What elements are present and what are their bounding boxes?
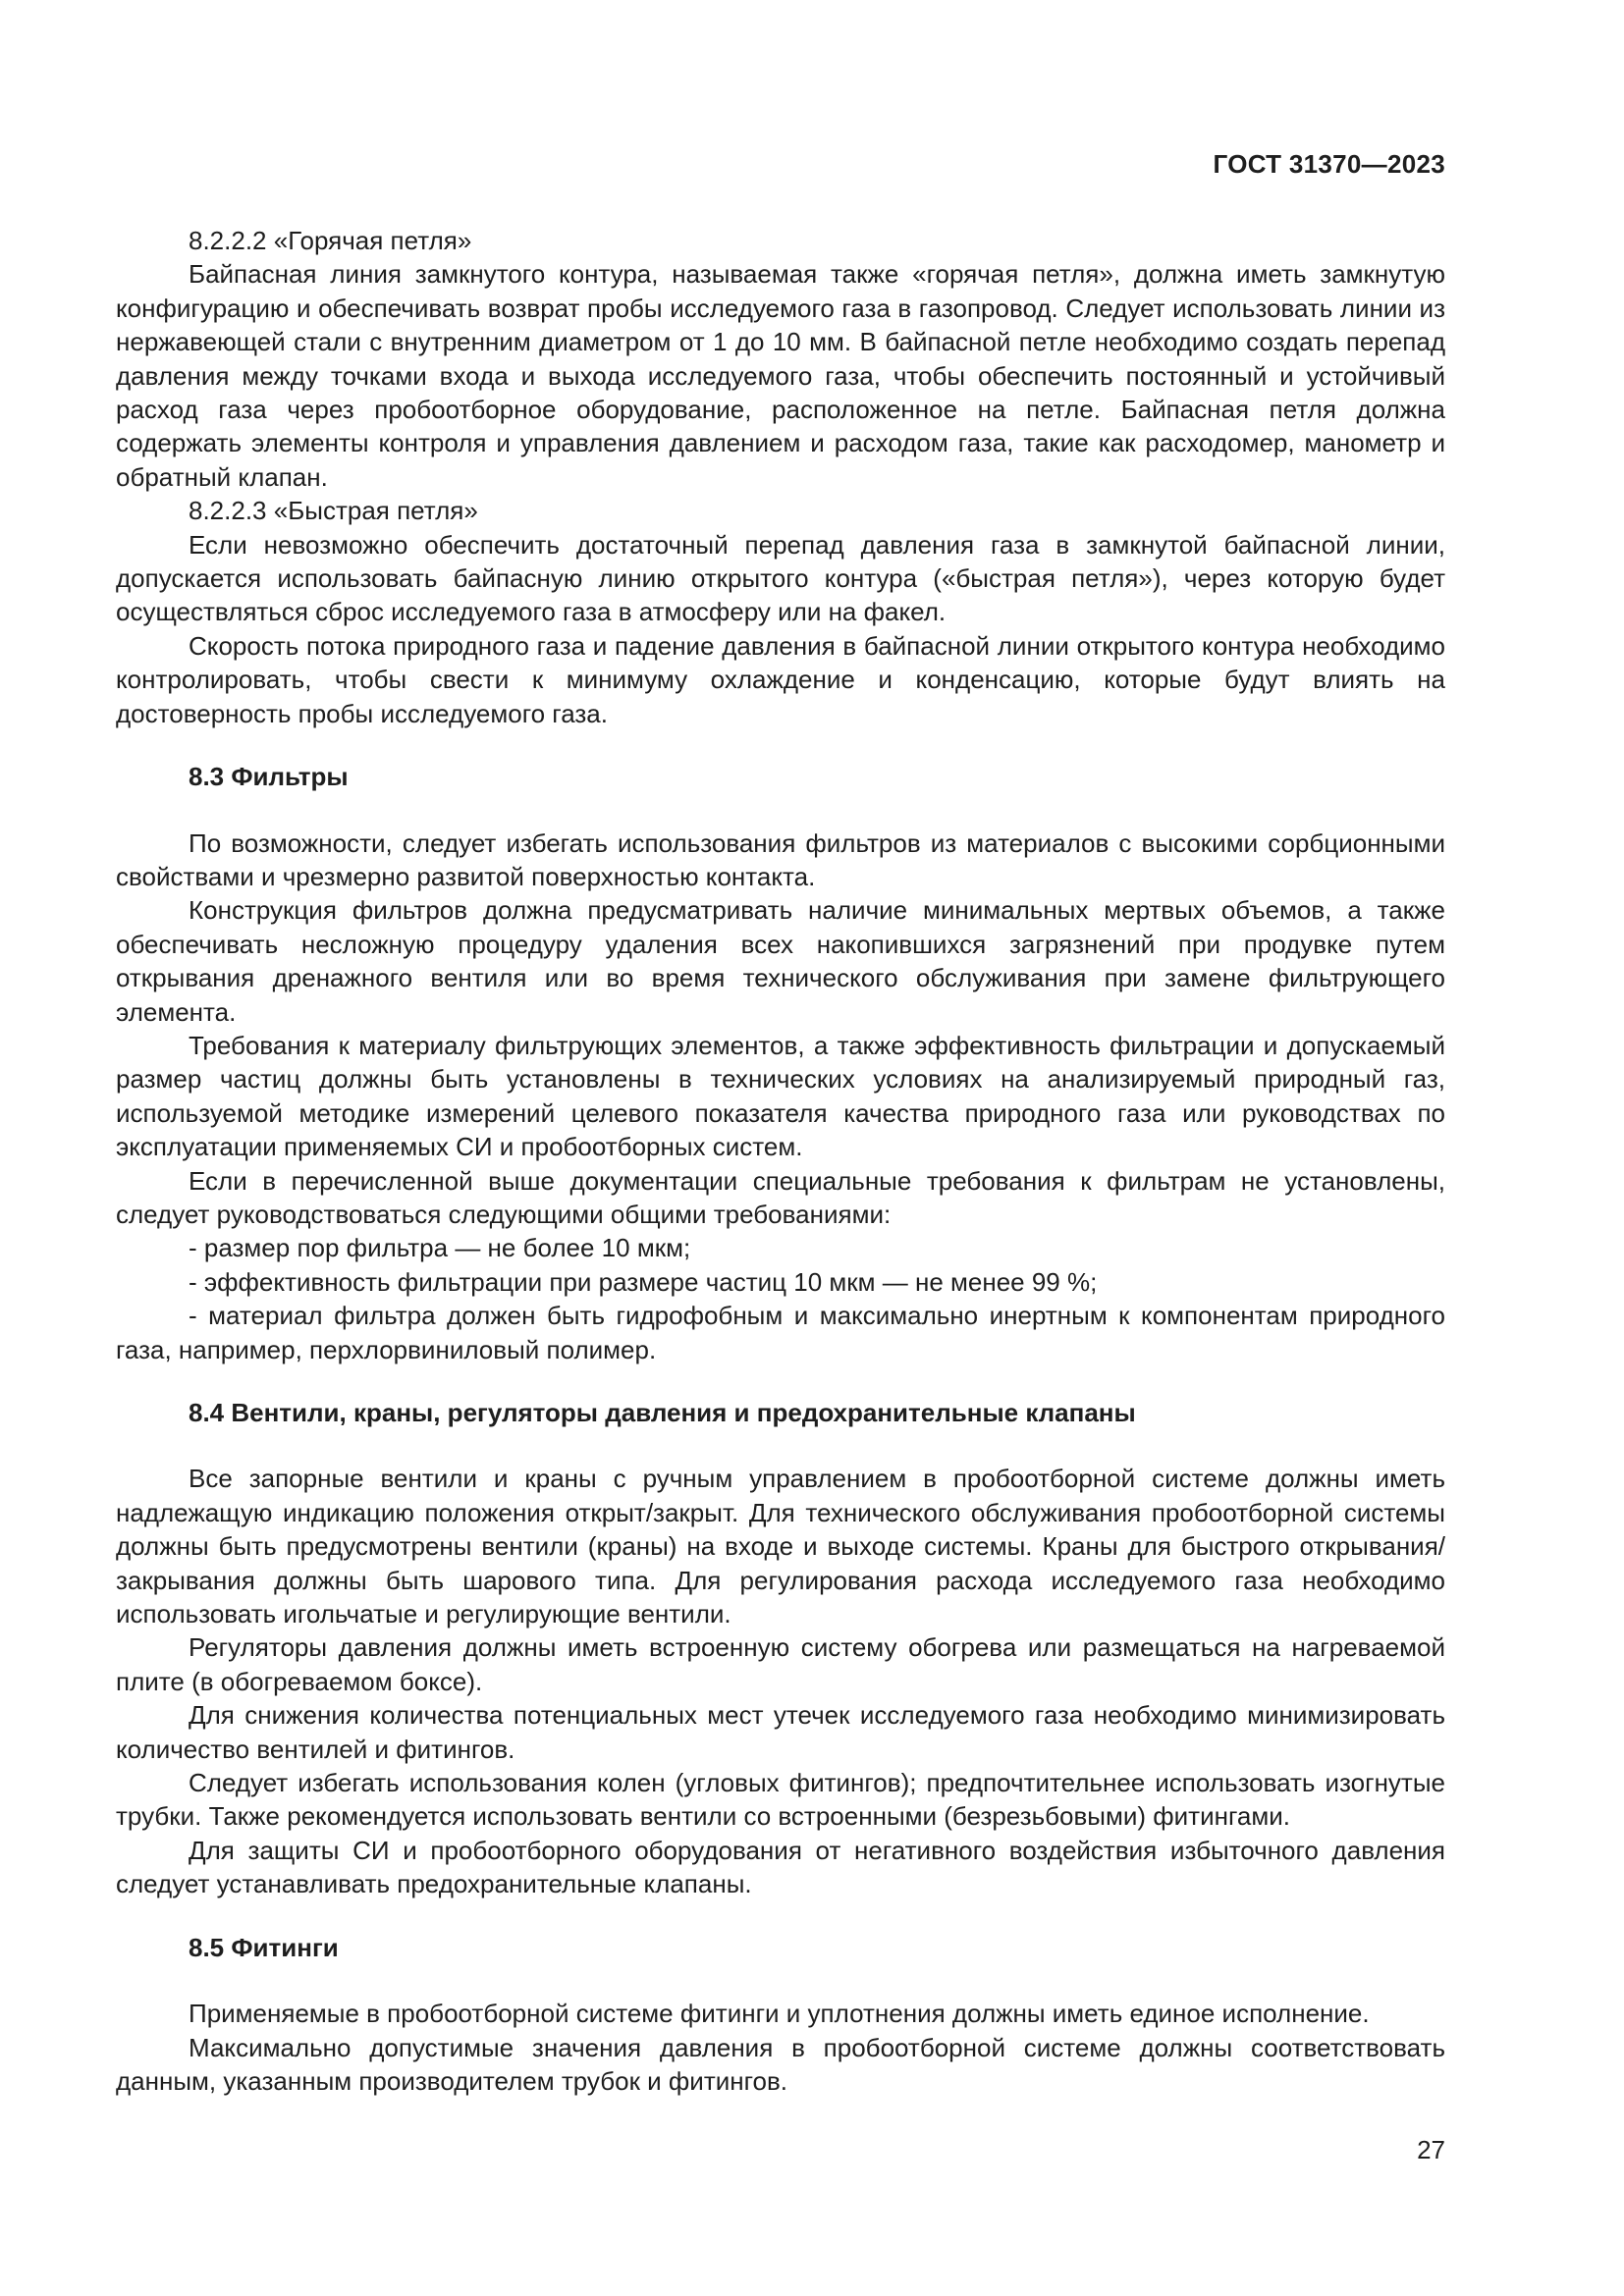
paragraph: Если невозможно обеспечить достаточный перепад давления газа в замкнутой байпасной линии, допускается использовать байпасную линию открытого контура («быстрая петля»), через которую будет осуществляться сброс исследуемого газа в атмосферу или на факел. [116, 529, 1445, 627]
paragraph: Максимально допустимые значения давления в пробоотборной системе должны соответствовать данным, указанным производителем трубок и фитингов. [116, 2032, 1445, 2096]
subsection-title-8-2-2-2: 8.2.2.2 «Горячая петля» [189, 226, 472, 255]
paragraph: Скорость потока природного газа и падение давления в байпасной линии открытого контура необходимо контролировать, чтобы свести к минимуму охлаждение и конденсацию, которые будут влиять на достоверность пробы исследуемого газа. [116, 630, 1445, 728]
page-number: 27 [1417, 2135, 1445, 2164]
paragraph: Применяемые в пробоотборной системе фитинги и уплотнения должны иметь единое исполнение. [189, 1999, 1370, 2029]
paragraph: Если в перечисленной выше документации специальные требования к фильтрам не установлены, следует руководствоваться следующими общими требованиями: [116, 1165, 1445, 1229]
paragraph: Байпасная линия замкнутого контура, называемая также «горячая петля», должна иметь замкнутую конфигурацию и обеспечивать возврат пробы исследуемого газа в газопровод. Следует использовать линии из нержавеющей стали с внутренним диаметром от 1 до 10 мм. В байпасной петле необходимо создать перепад давления между точками входа и выхода исследуемого газа, чтобы обеспечить постоянный и устойчивый расход газа через пробоотборное оборудование, расположенное на петле. Байпасная петля должна содержать элементы контроля и управления давлением и расходом газа, такие как расходомер, манометр и обратный клапан. [116, 259, 1445, 492]
document-body [116, 224, 1445, 2098]
subsection-title-8-2-2-3: 8.2.2.3 «Быстрая петля» [189, 496, 478, 526]
paragraph: Для снижения количества потенциальных мест утечек исследуемого газа необходимо минимизировать количество вентилей и фитингов. [116, 1700, 1445, 1764]
paragraph: По возможности, следует избегать использования фильтров из материалов с высокими сорбционными свойствами и чрезмерно развитой поверхностью контакта. [116, 828, 1445, 891]
paragraph: Следует избегать использования колен (угловых фитингов); предпочтительнее использовать изогнутые трубки. Также рекомендуется использовать вентили со встроенными (безрезьбовыми) фитингами. [116, 1768, 1445, 1832]
paragraph: Регуляторы давления должны иметь встроенную систему обогрева или размещаться на нагреваемой плите (в обогреваемом боксе). [116, 1632, 1445, 1696]
paragraph: Конструкция фильтров должна предусматривать наличие минимальных мертвых объемов, а также обеспечивать несложную процедуру удаления всех накопившихся загрязнений при продувке путем открывания дренажного вентиля или во время технического обслуживания при замене фильтрующего элемента. [116, 895, 1445, 1027]
document-code: ГОСТ 31370—2023 [1213, 149, 1445, 179]
section-heading-8-5: 8.5 Фитинги [189, 1932, 339, 1962]
paragraph: Все запорные вентили и краны с ручным управлением в пробоотборной системе должны иметь надлежащую индикацию положения открыт/закрыт. Для технического обслуживания пробоотборной системы должны быть предусмотрены вентили (краны) на входе и выходе системы. Краны для быстрого открывания/закрывания должны быть шарового типа. Для регулирования расхода исследуемого газа необходимо использовать игольчатые и регулирующие вентили. [116, 1464, 1445, 1629]
list-item: - размер пор фильтра — не более 10 мкм; [189, 1233, 691, 1263]
paragraph: Для защиты СИ и пробоотборного оборудования от негативного воздействия избыточного давления следует устанавливать предохранительные клапаны. [116, 1835, 1445, 1899]
list-item: - материал фильтра должен быть гидрофобным и максимально инертным к компонентам природного газа, например, перхлорвиниловый полимер. [116, 1301, 1445, 1364]
paragraph: Требования к материалу фильтрующих элементов, а также эффективность фильтрации и допускаемый размер частиц должны быть установлены в технических условиях на анализируемый природный газ, используемой методике измерений целевого показателя качества природного газа или руководствах по эксплуатации применяемых СИ и пробоотборных систем. [116, 1030, 1445, 1162]
section-heading-8-3: 8.3 Фильтры [189, 762, 349, 792]
section-heading-8-4: 8.4 Вентили, краны, регуляторы давления и предохранительные клапаны [189, 1398, 1136, 1427]
list-item: - эффективность фильтрации при размере частиц 10 мкм — не менее 99 %; [189, 1266, 1098, 1297]
